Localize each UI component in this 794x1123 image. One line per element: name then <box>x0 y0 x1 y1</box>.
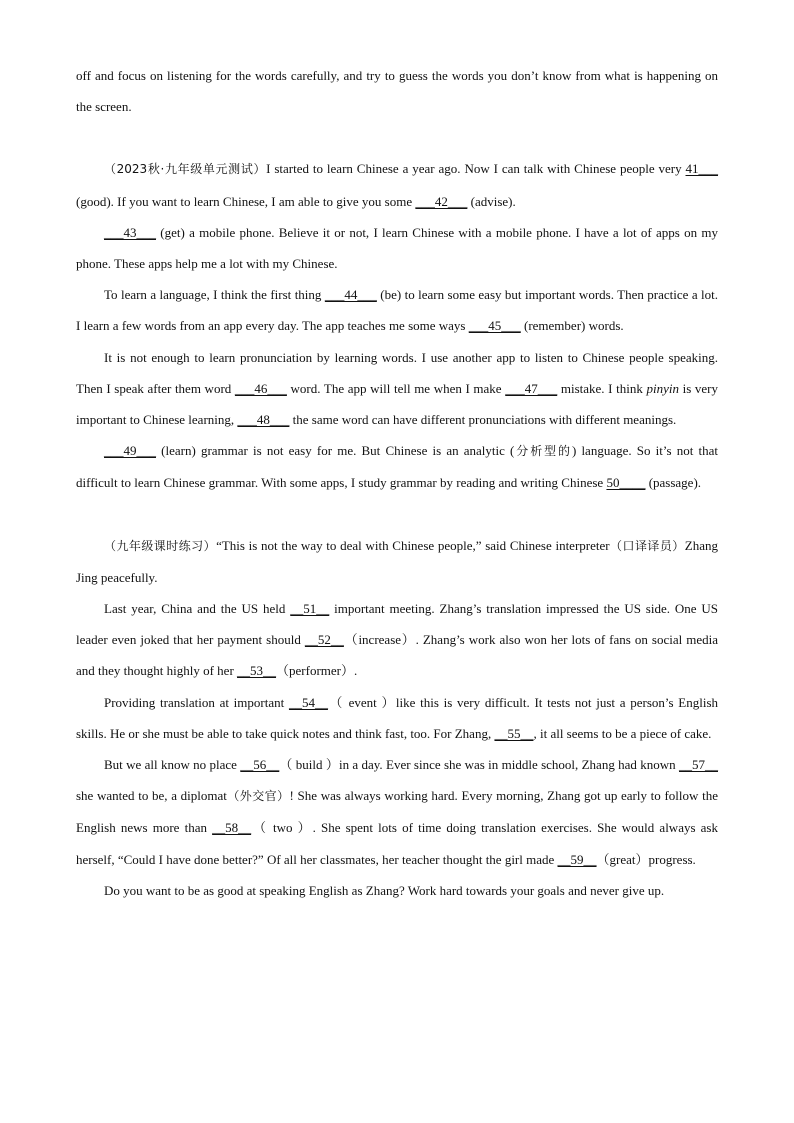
blank-54: __54__ <box>288 694 328 710</box>
blank-45: ___45___ <box>468 318 521 334</box>
passage2-paragraph-2: Last year, China and the US held __51__ important meeting. Zhang’s translation impressed the US side. One US leader even joked that her payment should __52__（increase）. Zhang’s work also won her lots of fans on social media and they thought highly of her __53__（performer）. <box>76 593 718 687</box>
blank-52: __52__ <box>304 632 344 648</box>
passage1-paragraph-3: To learn a language, I think the first thing ___44___ (be) to learn some easy but important words. Then practice a lot. I learn a few words from an app every day. The app teaches me some ways ___45___ (remember) words. <box>76 279 718 341</box>
passage1-paragraph-4: It is not enough to learn pronunciation by learning words. I use another app to listen to Chinese people speaking. Then I speak after them word ___46___ word. The app will tell me when I make ___47___ mistake. I think pinyin is very important to Chinese learning, ___48___ the same word can have different pronunciations with different meanings. <box>76 342 718 436</box>
blank-44: ___44___ <box>324 287 377 303</box>
blank-57: __57__ <box>679 757 718 773</box>
passage2-paragraph-5: Do you want to be as good at speaking English as Zhang? Work hard towards your goals and never give up. <box>104 882 665 898</box>
intro-paragraph: off and focus on listening for the words carefully, and try to guess the words you don’t know from what is happening on the screen. <box>76 68 718 115</box>
blank-56: __56__ <box>240 757 280 773</box>
source-tag: （九年级课时练习） <box>104 538 217 553</box>
blank-50: 50____ <box>606 475 646 491</box>
chinese-gloss: （外交官） <box>226 789 290 804</box>
blank-51: __51__ <box>290 601 330 617</box>
blank-46: ___46___ <box>234 380 287 396</box>
blank-58: __58__ <box>212 820 252 836</box>
blank-42: ___42___ <box>415 193 468 209</box>
source-tag: （2023秋·九年级单元测试） <box>104 162 267 177</box>
blank-43: ___43___ <box>104 224 156 240</box>
chinese-gloss: 分析型的 <box>514 444 572 459</box>
blank-41: 41___ <box>685 161 719 177</box>
document-page <box>76 60 718 906</box>
blank-49: ___49___ <box>104 443 156 459</box>
passage2-paragraph-4: But we all know no place __56__（ build ）in a day. Ever since she was in middle school, Zhang had known __57__ she wanted to be, a diplomat（外交官）! She was always working hard. Every morning, Zhang got up early to follow the English news more than __58__（ two ）. She spent lots of time doing translation exercises. She would always ask herself, “Could I have done better?” Of all her classmates, her teacher thought the girl made __59__（great）progress. <box>76 749 718 875</box>
passage1-paragraph-5: ___49___ (learn) grammar is not easy for me. But Chinese is an analytic (分析型的) language. So it’s not that difficult to learn Chinese grammar. With some apps, I study grammar by reading and writing Chinese 50____ (passage). <box>76 435 718 498</box>
chinese-gloss: （口译译员） <box>609 538 685 553</box>
blank-47: ___47___ <box>505 380 558 396</box>
pinyin-term: pinyin <box>646 380 679 396</box>
blank-48: ___48___ <box>237 412 290 428</box>
passage1-paragraph-1: （2023秋·九年级单元测试）I started to learn Chinese a year ago. Now I can talk with Chinese people very 41___ (good). If you want to learn Chinese, I am able to give you some ___42___ (advise). <box>76 153 718 216</box>
blank-53: __53__ <box>237 663 277 679</box>
blank-59: __59__ <box>557 851 597 867</box>
passage2-paragraph-3: Providing translation at important __54__（ event ）like this is very difficult. It tests not just a person’s English skills. He or she must be able to take quick notes and think fast, too. For Zhang, __55__, it all seems to be a piece of cake. <box>76 687 718 749</box>
blank-55: __55__ <box>494 725 534 741</box>
passage1-paragraph-2: ___43___ (get) a mobile phone. Believe it or not, I learn Chinese with a mobile phone. I have a lot of apps on my phone. These apps help me a lot with my Chinese. <box>76 217 718 279</box>
passage2-paragraph-1: （九年级课时练习）“This is not the way to deal with Chinese people,” said Chinese interpreter（口译译员）Zhang Jing peacefully. <box>76 537 718 585</box>
